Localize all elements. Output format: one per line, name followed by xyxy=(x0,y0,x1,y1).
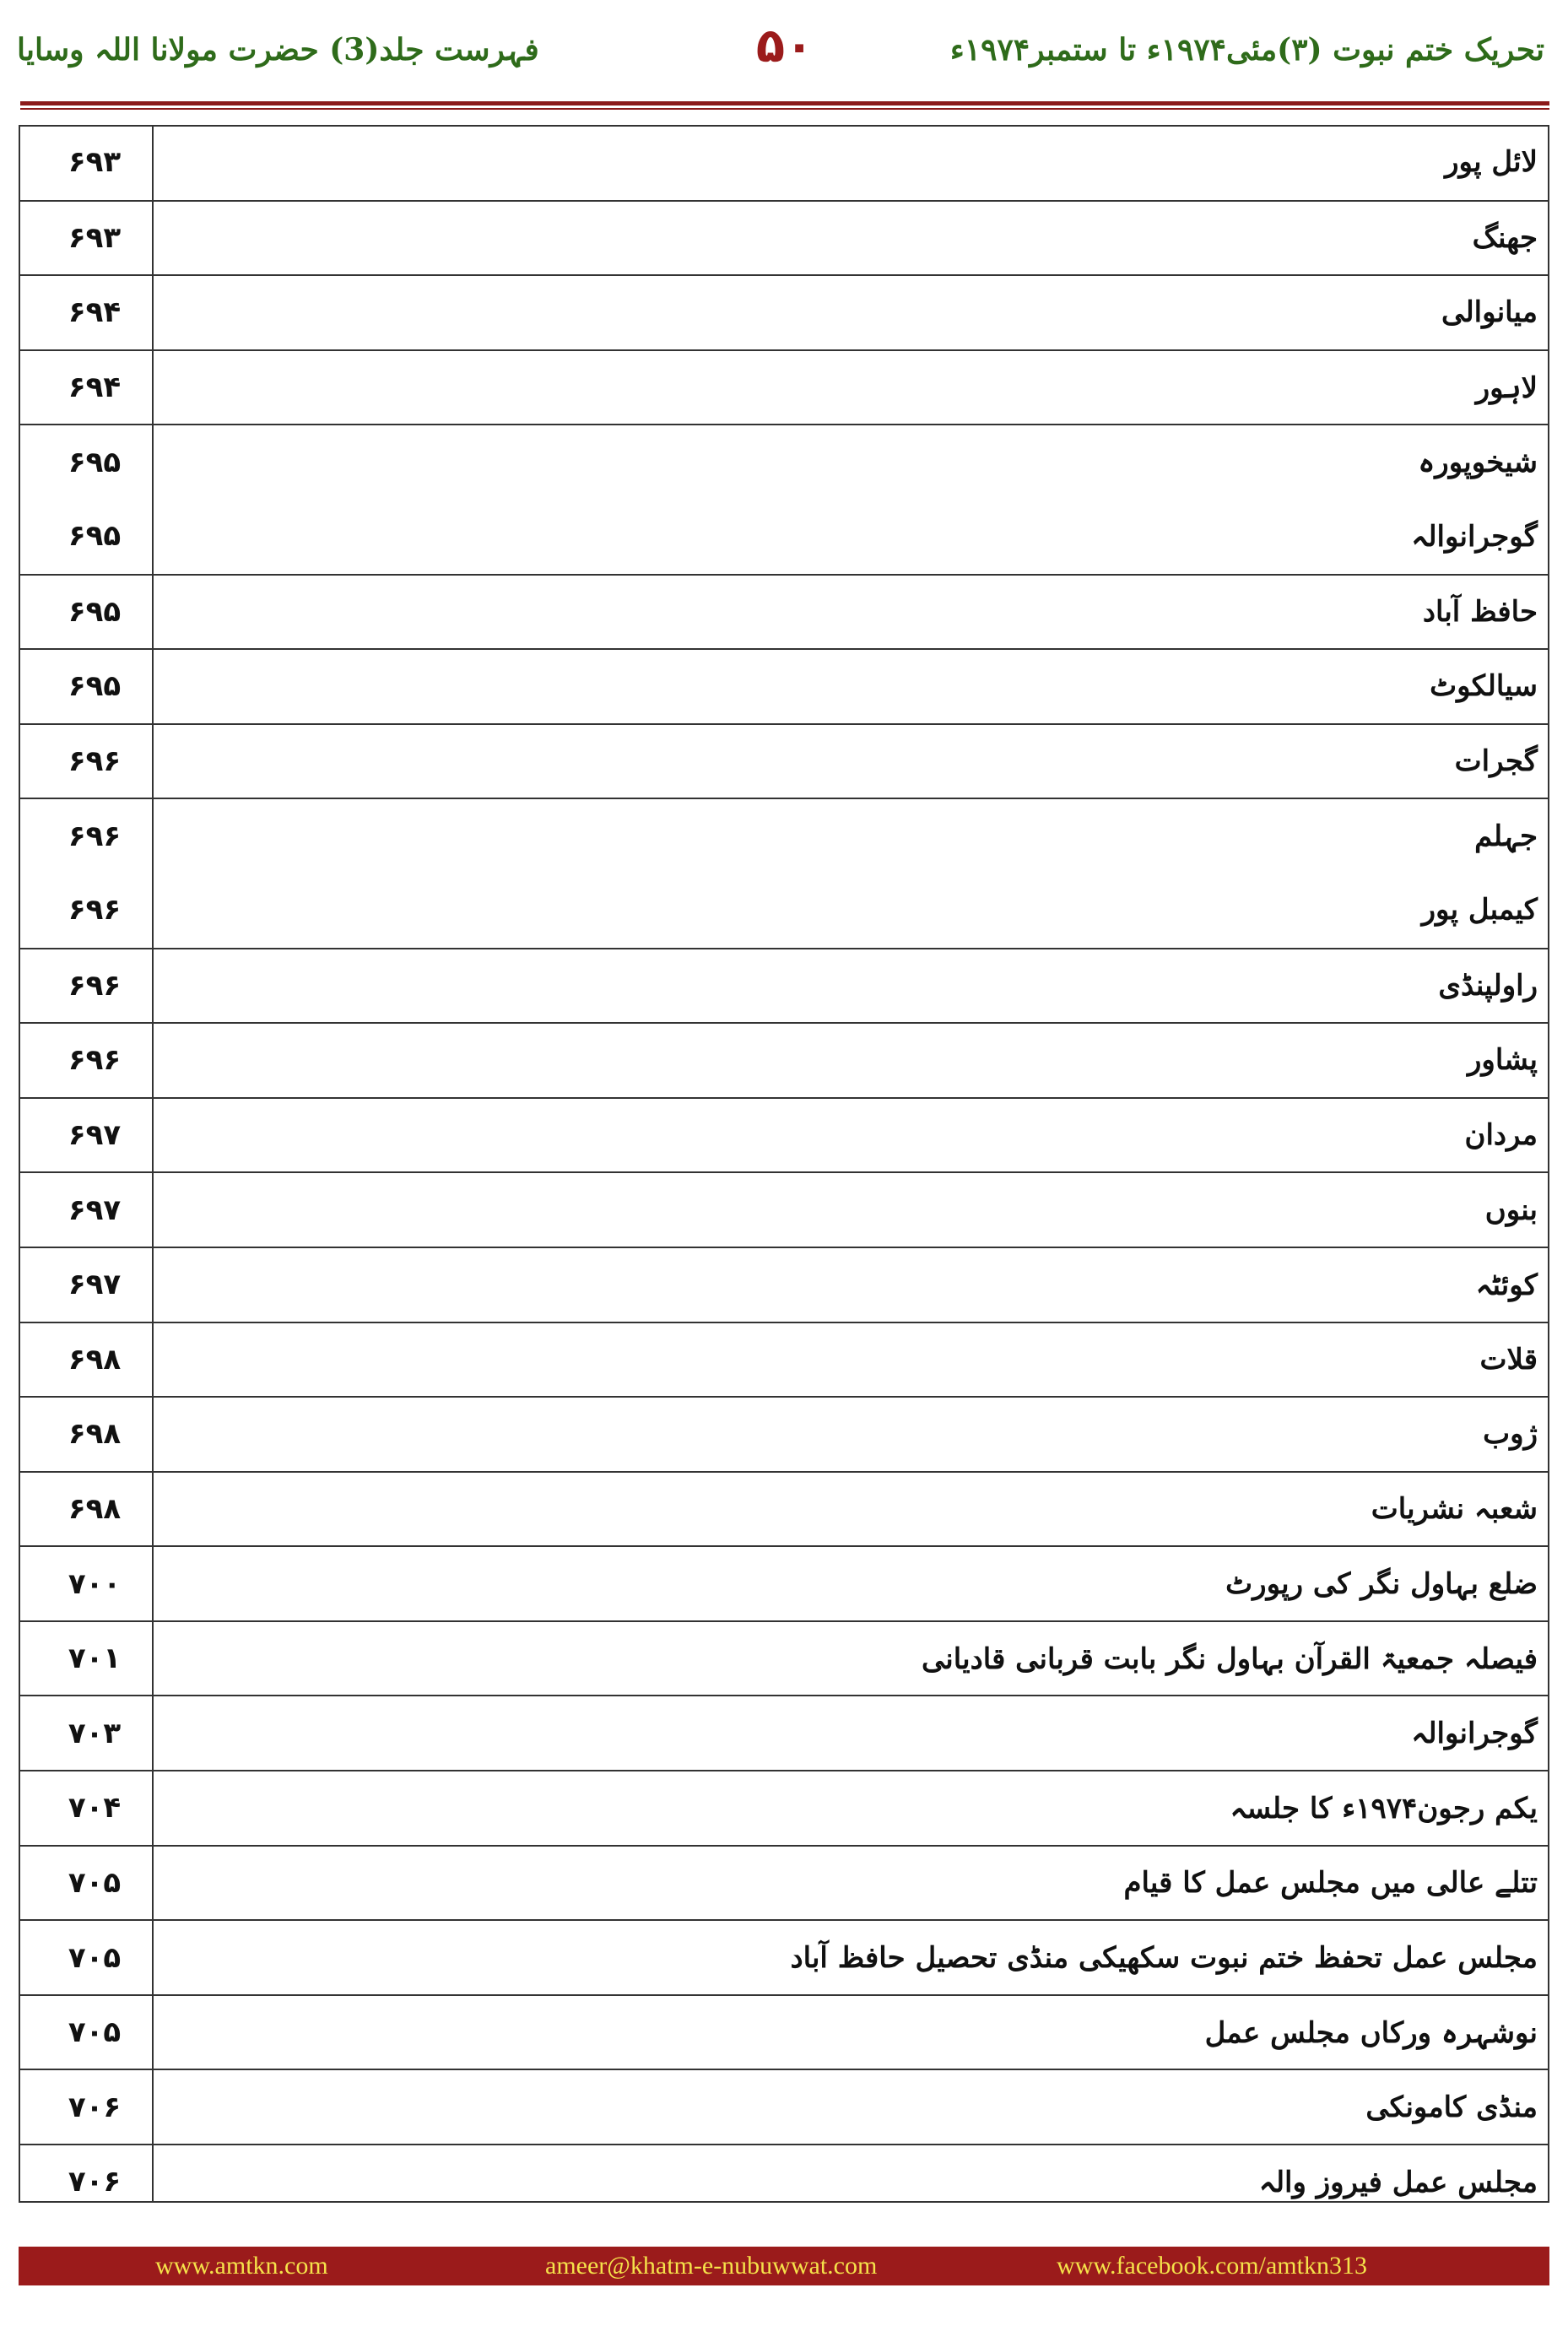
toc-row xyxy=(19,1620,1549,1696)
entry-title: فیصلہ جمعیۃ القرآن بہاول نگر بابت قربانی قادیانی xyxy=(921,1642,1538,1676)
toc-row xyxy=(19,274,1549,349)
entry-page-number: ۶۹۵ xyxy=(68,519,122,554)
page-number: ۵۰ xyxy=(755,19,814,73)
entry-title: بنوں xyxy=(1484,1193,1538,1227)
entry-page-number: ۶۹۶ xyxy=(68,819,122,853)
toc-row xyxy=(19,1022,1549,1097)
entry-page-number: ۶۹۵ xyxy=(68,594,122,629)
entry-title: ژوب xyxy=(1483,1417,1538,1452)
toc-row xyxy=(19,798,1549,873)
entry-page-number: ۷۰۴ xyxy=(68,1791,122,1825)
toc-row xyxy=(19,723,1549,798)
toc-row xyxy=(19,1695,1549,1770)
entry-title: جہلم xyxy=(1474,819,1538,854)
entry-page-number: ۷۰۵ xyxy=(68,1940,122,1975)
entry-page-number: ۶۹۶ xyxy=(68,968,122,1003)
volume-title: فہرست جلد(3) حضرت مولانا اللہ وسایا xyxy=(17,32,539,68)
toc-row xyxy=(19,948,1549,1023)
entry-page-number: ۶۹۵ xyxy=(68,445,122,479)
toc-row xyxy=(19,1396,1549,1471)
toc-row xyxy=(19,1171,1549,1247)
page-column-divider xyxy=(152,125,154,2203)
entry-page-number: ۶۹۸ xyxy=(68,1417,122,1452)
entry-page-number: ۶۹۵ xyxy=(68,669,122,704)
entry-title: منڈی کامونکی xyxy=(1365,2090,1538,2124)
toc-row xyxy=(19,1919,1549,1994)
header-rule-thick xyxy=(20,101,1549,105)
entry-title: لائل پور xyxy=(1445,145,1538,180)
table-of-contents xyxy=(19,125,1549,2219)
footer-bar xyxy=(19,2247,1549,2285)
toc-row xyxy=(19,873,1549,948)
toc-row xyxy=(19,499,1549,574)
entry-page-number: ۶۹۸ xyxy=(68,1342,122,1377)
entry-title: پشاور xyxy=(1468,1043,1538,1078)
entry-page-number: ۶۹۶ xyxy=(68,1043,122,1078)
toc-row xyxy=(19,574,1549,649)
page-header xyxy=(0,0,1568,103)
toc-row xyxy=(19,1845,1549,1920)
toc-row xyxy=(19,125,1549,200)
entry-page-number: ۷۰۳ xyxy=(68,1716,122,1750)
series-title: تحریک ختم نبوت (۳)مئی۱۹۷۴ء تا ستمبر۱۹۷۴ء xyxy=(949,32,1544,68)
email-link[interactable]: ameer@khatm-e-nubuwwat.com xyxy=(545,2252,878,2280)
toc-row xyxy=(19,648,1549,723)
toc-row xyxy=(19,200,1549,275)
entry-page-number: ۷۰۵ xyxy=(68,1865,122,1900)
entry-page-number: ۶۹۴ xyxy=(68,371,122,405)
entry-page-number: ۶۹۸ xyxy=(68,1491,122,1526)
entry-page-number: ۷۰۶ xyxy=(68,2090,122,2124)
entry-page-number: ۶۹۳ xyxy=(68,145,122,180)
website-link[interactable]: www.amtkn.com xyxy=(155,2252,328,2280)
entry-title: جھنگ xyxy=(1472,220,1538,255)
entry-page-number: ۶۹۷ xyxy=(68,1118,122,1153)
entry-page-number: ۶۹۷ xyxy=(68,1193,122,1227)
entry-title: تتلے عالی میں مجلس عمل کا قیام xyxy=(1123,1866,1538,1901)
toc-row xyxy=(19,1994,1549,2069)
entry-page-number: ۷۰۰ xyxy=(68,1566,122,1601)
entry-title: مردان xyxy=(1464,1118,1538,1153)
toc-row xyxy=(19,1247,1549,1322)
entry-title: گوجرانوالہ xyxy=(1411,1717,1538,1751)
entry-title: ضلع بہاول نگر کی رپورٹ xyxy=(1225,1567,1538,1602)
entry-title: گجرات xyxy=(1454,744,1538,779)
entry-title: حافظ آباد xyxy=(1422,594,1538,629)
entry-title: راولپنڈی xyxy=(1438,968,1538,1003)
header-rule-thin xyxy=(20,108,1549,110)
toc-row xyxy=(19,2069,1549,2144)
toc-row xyxy=(19,2144,1549,2219)
entry-title: شعبہ نشریات xyxy=(1371,1492,1538,1527)
entry-title: یکم رجون۱۹۷۴ء کا جلسہ xyxy=(1230,1791,1538,1825)
toc-row xyxy=(19,1545,1549,1620)
entry-title: میانوالی xyxy=(1441,295,1538,330)
entry-title: کیمبل پور xyxy=(1421,893,1538,928)
entry-page-number: ۶۹۴ xyxy=(68,295,122,330)
entry-title: سیالکوٹ xyxy=(1430,669,1538,704)
entry-page-number: ۶۹۳ xyxy=(68,220,122,255)
entry-page-number: ۶۹۶ xyxy=(68,893,122,928)
entry-title: نوشہرہ ورکاں مجلس عمل xyxy=(1204,2015,1538,2050)
toc-row xyxy=(19,349,1549,425)
entry-page-number: ۷۰۵ xyxy=(68,2015,122,2050)
entry-title: مجلس عمل فیروز والہ xyxy=(1258,2165,1538,2199)
toc-row xyxy=(19,1097,1549,1172)
toc-row xyxy=(19,424,1549,499)
facebook-link[interactable]: www.facebook.com/amtkn313 xyxy=(1057,2252,1367,2280)
entry-page-number: ۶۹۶ xyxy=(68,744,122,779)
entry-title: مجلس عمل تحفظ ختم نبوت سکھیکی منڈی تحصیل حافظ آباد xyxy=(790,1940,1538,1975)
entry-page-number: ۷۰۶ xyxy=(68,2165,122,2199)
toc-row xyxy=(19,1770,1549,1845)
entry-title: لاہور xyxy=(1475,371,1538,405)
entry-page-number: ۶۹۷ xyxy=(68,1268,122,1302)
entry-title: کوئٹہ xyxy=(1475,1268,1538,1302)
entry-page-number: ۷۰۱ xyxy=(68,1642,122,1676)
entry-title: قلات xyxy=(1479,1342,1538,1377)
toc-row xyxy=(19,1471,1549,1546)
toc-row xyxy=(19,1322,1549,1397)
entry-title: گوجرانوالہ xyxy=(1411,519,1538,554)
entry-title: شیخوپورہ xyxy=(1418,446,1538,480)
